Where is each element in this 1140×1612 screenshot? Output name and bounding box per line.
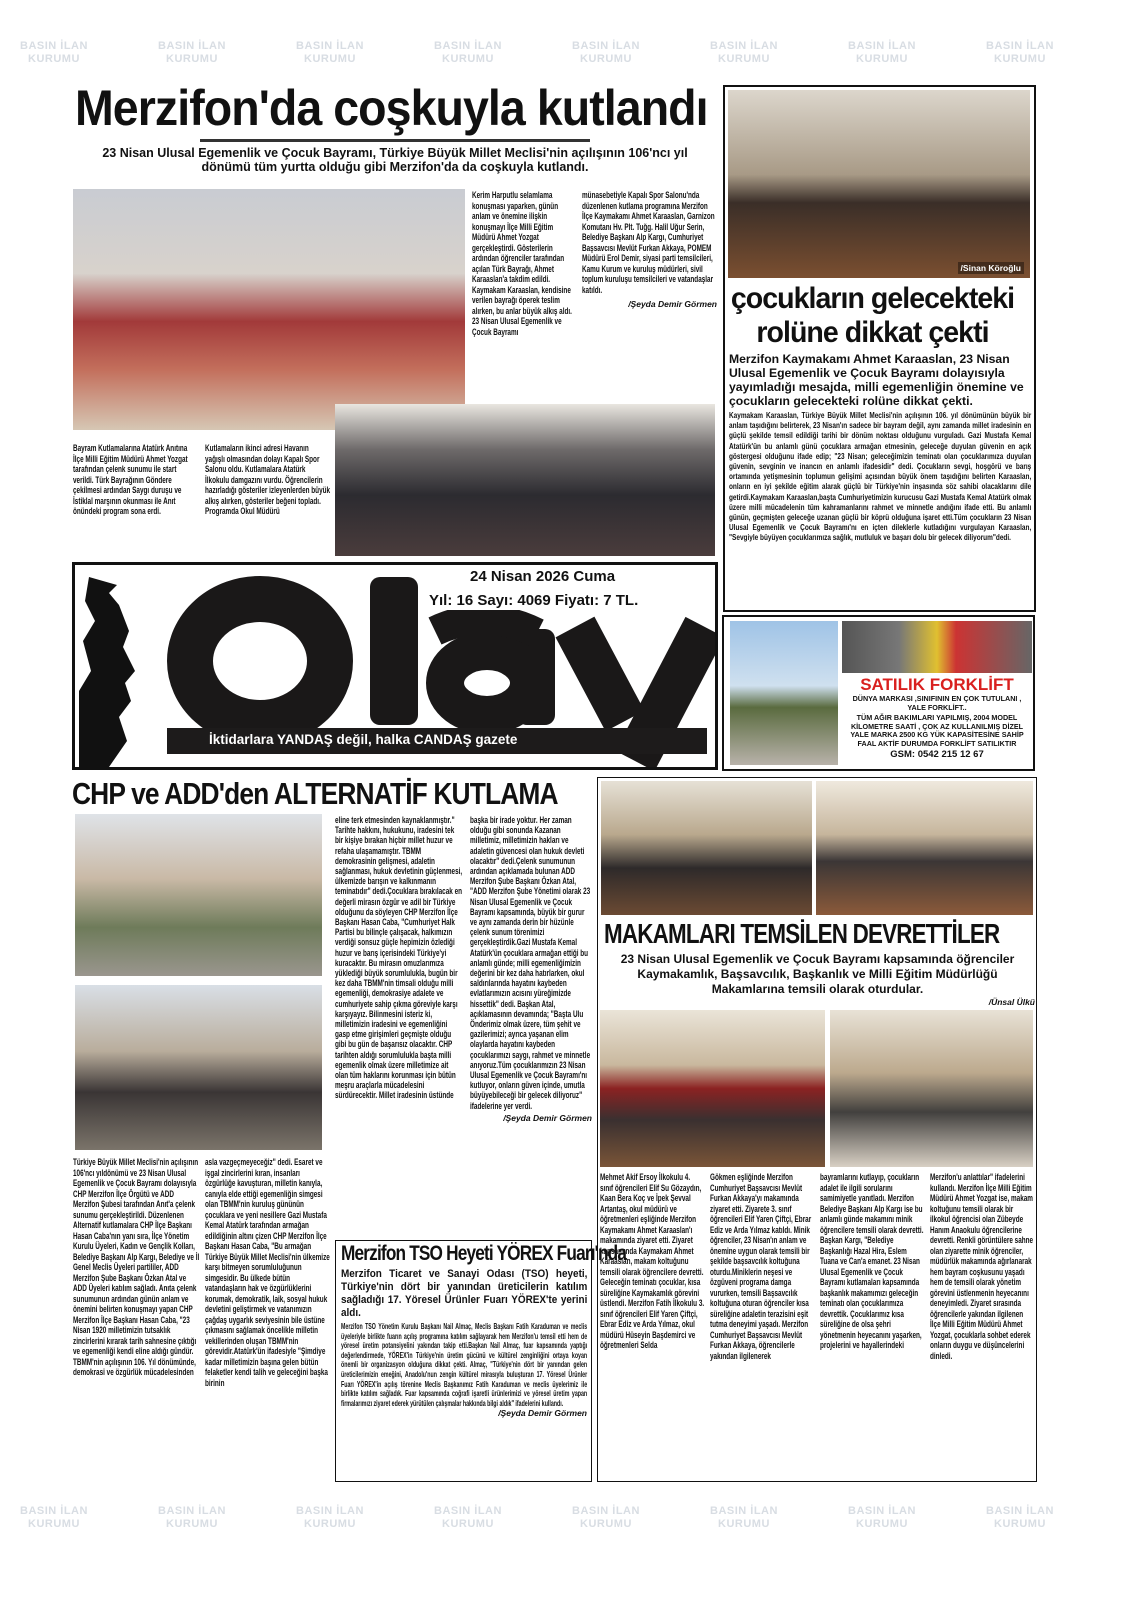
ad-phone: GSM: 0542 215 12 67	[890, 749, 984, 760]
watermark: BASIN İLAN KURUMU	[434, 40, 502, 65]
photo-student-office-3	[600, 1010, 825, 1167]
watermark: BASIN İLAN KURUMU	[434, 1505, 502, 1530]
story3-col2-group	[470, 815, 592, 1123]
photo-student-office-2	[816, 781, 1033, 915]
story5-sub-group	[600, 952, 1035, 1007]
story3-col2: başka bir irade yoktur. Her zaman olduğu gibi sonunda Kazanan milletimiz, milletimizin hakları ve adaletin güvencesi olan hukuk devleti olacaktır" dedi.Çelenk sunumunun ardından açıklamada bulunan ADD Merzifon Şube Başkanı Özkan Atal, "ADD Merzifon Şube Yönetimi olarak 23 Nisan Ulusal Egemenlik ve Çocuk Bayramı kapsamında, büyük bir gurur ve aynı zamanda derin bir hüzünle çelenk sunum törenimizi gerçekleştirdik.Gazi Mustafa Kemal Atatürk'ün çocuklara armağan ettiği bu anlamlı günde; milli egemenliğimizin değerini bir kez daha hatırlarken, okul saldırılarında hayatını kaybeden evlatlarımızın acısını yüreğimizde hissettik" dedi. Başkan Atal, açıklamasının devamında; "Başta Ulu Önderimiz olmak üzere, tüm şehit ve gazilerimizi; ayrıca yaşanan elim olaylarda hayatını kaybeden çocuklarımızı saygı, rahmet ve minnetle anıyoruz.Tüm çocuklarımızın 23 Nisan Ulusal Egemenlik ve Çocuk Bayramı'nı kutluyor, onların güven içinde, umutla büyüyebileceği bir gelecek diliyoruz" ifadelerine yer verdi.	[470, 814, 591, 1111]
headline-rule	[200, 139, 590, 142]
story5-col4: Merzifon'u anlattılar" ifadelerini kullandı. Merzifon İlçe Milli Eğitim Müdürü Ahmet Yozgat ise, makam koltuğunu temsili olarak bir ilkokul öğrencisi olan Zübeyde Hanım Anaokulu öğrencilerine devretti. Renkli görüntülere sahne olan ziyarette minik öğrenciler, müdürlük makamında ağırlanarak hem bayram coşkusunu yaşadı hem de temsili olarak yönetim görevini üstlenmenin heyecanını deneyimledi. Ziyaret sırasında öğrencilerle yakından ilgilenen İlçe Milli Eğitim Müdürü Ahmet Yozgat, çocuklarla sohbet ederek onların duygu ve düşüncelerini dinledi.	[930, 1171, 1034, 1361]
story1-col4: Kutlamaların ikinci adresi Havanın yağışlı olmasından dolayı Kapalı Spor Salonu oldu. Kutlamalara Atatürk İlkokulu damgazını vurdu. Öğrencilerin hazırladığı gösteriler izleyenlerden büyük alkış alırken, gösteriler beğeni topladı. Programda Okul Müdürü	[205, 442, 331, 516]
story2-headline-2: rolüne dikkat çekti	[756, 316, 989, 349]
watermark: BASIN İLAN KURUMU	[572, 1505, 640, 1530]
story3-col3: Türkiye Büyük Millet Meclisi'nin açılışının 106'ncı yıldönümü ve 23 Nisan Ulusal Egemenlik ve Çocuk Bayramı dolayısıyla CHP Merzifon İlçe Örgütü ve ADD Merzifon Şubesi tarafından Anıt'a çelenk sunumu gerçekleştirildi. Düzenlenen Alternatif kutlamalara CHP İlçe Başkanı Hasan Caba'nın yanı sıra, İlçe Yönetim Kurulu Üyeleri, Kadın ve Gençlik Kolları, Belediye Başkanı Alp Kargı, Belediye ve İl Genel Meclis Üyeleri partililer, ADD Merzifon Şube Başkanı Özkan Atal ve ADD Üyeleri katılım sağladı. Anıta çelenk sunumunun ardından günün anlam ve önemini belirten konuşmayı yapan CHP Merzifon İlçe Başkanı Hasan Caba, "23 Nisan 1920 milletimizin tutsaklık zincirlerini kırarak tarih sahnesine çıktığı ve egemenliği kendi eline aldığı gündür. TBMM'nin açılışının 106. Yıl dönümünde, demokrasi ve özgürlük mücadelesinden	[73, 1156, 200, 1377]
photo-credit: /Sinan Köroğlu	[958, 262, 1024, 274]
watermark: BASIN İLAN KURUMU	[572, 40, 640, 65]
photo-audience	[335, 404, 715, 556]
story2-headline-1: çocukların gelecekteki	[730, 282, 1015, 315]
photo-student-office-4	[830, 1010, 1033, 1167]
masthead-slogan-bar	[167, 728, 707, 754]
story1-byline: /Şeyda Demir Görmen	[628, 299, 717, 309]
photo-kaymakam-office	[728, 90, 1030, 278]
watermark: BASIN İLAN KURUMU	[158, 40, 226, 65]
ad-text-group	[842, 675, 1032, 760]
ad-title: SATILIK FORKLİFT	[860, 675, 1014, 694]
photo-forklift-2	[842, 621, 1032, 673]
watermark: BASIN İLAN KURUMU	[20, 1505, 88, 1530]
masthead-slogan: İktidarlara YANDAŞ değil, halka CANDAŞ gazete	[209, 732, 518, 747]
ataturk-silhouette-icon	[79, 571, 167, 767]
photo-chp-monument	[75, 814, 322, 976]
masthead-issue: Yıl: 16 Sayı: 4069 Fiyatı: 7 TL.	[429, 592, 639, 609]
story2-text-group	[729, 352, 1031, 543]
story4-byline: /Şeyda Demir Görmen	[498, 1408, 587, 1419]
story2-body: Kaymakam Karaaslan, Türkiye Büyük Millet Meclisi'nin açılışının 106. yıl dönümünün büyük bir anlam taşıdığını belirterek, 23 Nisan'ın sadece bir bayram değil, aynı zamanda millet iradesinin en güçlü şekilde temsil edildiği tarihi bir dönüm noktası olduğunu vurguladı. Gazi Mustafa Kemal Atatürk'ün bu anlamlı günü çocuklara armağan etmesinin, geleceğe duyulan güvenin en açık göstergesi olduğunu ifade edip; "23 Nisan; geleceğimizin teminatı olan çocuklarımıza duyulan güvenin, sevginin ve inancın en anlamlı ifadesidir" dedi. Çocukların sevgi, hoşgörü ve barış ortamında yetişmesinin toplumun gelişimi açısından büyük önem taşıdığını belirten Karaaslan, onların en iyi şekilde eğitim alarak güçlü bir Türkiye'nin inşasında söz sahibi olacaklarını dile getirdi.Kaymakam Karaaslan,başta Cumhuriyetimizin kurucusu Gazi Mustafa Kemal Atatürk olmak üzere milli mücadelenin tüm kahramanlarını rahmet ve minnetle andığını ifade etti. Bu anlamlı günün, geçmişten geleceğe uzanan güçlü bir köprü olduğuna işaret etti.Tüm çocukların 23 Nisan Ulusal Egemenlik ve Çocuk Bayramı'nı en içten dileklerle kutladığını vurgulayan Karaaslan, "Sevgiyle büyüyen çocuklarımıza sağlık, mutluluk ve başarı dolu bir gelecek diliyorum"dedi.	[729, 410, 1032, 543]
photo-chp-wreath	[75, 985, 322, 1150]
story3-headline: CHP ve ADD'den ALTERNATİF KUTLAMA	[72, 776, 558, 811]
story1-col2-group	[582, 190, 717, 309]
watermark: BASIN İLAN KURUMU	[20, 40, 88, 65]
story5-headline: MAKAMLARI TEMSİLEN DEVRETTİLER	[604, 918, 1000, 949]
ad-line1: DÜNYA MARKASI ,SINIFININ EN ÇOK TUTULANI , YALE FORKLİFT..	[852, 694, 1022, 712]
story2-lead: Merzifon Kaymakamı Ahmet Karaaslan, 23 Nisan Ulusal Egemenlik ve Çocuk Bayramı dolayısıyla yayımladığı mesajda, milli egemenliğin önemine ve çocukların gelecekteki rolüne dikkat çekti.	[729, 352, 1024, 408]
story3-col4: asla vazgeçmeyeceğiz" dedi. Esaret ve işgal zincirlerini kıran, insanları özgürlüğe kavuşturan, milletin kanıyla, canıyla elde ettiği egemenliğin simgesi olan TBMM'nin kuruluş gününün çocuklara ve yeni nesillere Gazi Mustafa Kemal Atatürk tarafından armağan edildiğinin altını çizen CHP Merzifon İlçe Başkanı Hasan Caba, "Bu armağan Türkiye Büyük Millet Meclisi'nin ülkemize karşı bitmeyen sorumluluğunun simgesidir. Bu ülkede bütün vatandaşların hak ve özgürlüklerini korumak, demokratik, laik, sosyal hukuk devletini geliştirmek ve vatanımızın çağdaş uygarlık seviyesinin bile üstüne çıkmasını sağlamak öncelikle milletin vekillerinden oluşan TBMM'nin görevidir.Atatürk'ün ifadesiyle "Şimdiye kadar milletimizin başına gelen bütün felaketler kendi talih ve geleceğini başka birinin	[205, 1156, 330, 1388]
masthead	[72, 562, 718, 770]
photo-folk-dance	[73, 189, 465, 430]
story1-col2: münasebetiyle Kapalı Spor Salonu'nda düzenlenen kutlama programına Merzifon İlçe Kaymakamı Ahmet Karaaslan, Garnizon Komutanı Hv. Plt. Tuğg. Halil Uğur Serin, Belediye Başkanı Alp Kargı, Cumhuriyet Başsavcısı Mevlüt Furkan Akkaya, POMEM Müdürü Erol Demir, siyasi parti temsilcileri, Kamu Kurum ve kuruluş müdürleri, sivil toplum kuruluşu temsilcileri ve vatandaşlar katıldı.	[582, 189, 715, 295]
story5-col3: bayramlarını kutlayıp, çocukların adalet ile ilgili sorularını samimiyetle yanıtladı. Merzifon Belediye Başkanı Alp Kargı ise bu anlamlı günde makamını minik öğrencilere temsili olarak devretti. Başkan Kargı, "Belediye Başkanlığı Hazal Hira, Eslem Tuana ve Can'a emanet. 23 Nisan Ulusal Egemenlik ve Çocuk Bayramı kutlamaları kapsamında başkanlık makamımızı geleceğin teminatı olan çocuklarımıza devrettik. Çocuklarımız kısa süreliğine de olsa şehri yönetmenin heyecanını yaşarken, projelerini ve hayallerindeki	[820, 1171, 924, 1350]
photo-student-office-1	[601, 781, 812, 915]
story5-col2: Gökmen eşliğinde Merzifon Cumhuriyet Başsavcısı Mevlüt Furkan Akkaya'yı makamında ziyaret etti. Ziyarete 3. sınıf öğrencileri Elif Yaren Çiftçi, Ebrar Ediz ve Arda Yılmaz katıldı. Minik öğrenciler, 23 Nisan'ın anlam ve önemine uygun olarak temsili bir şekilde başsavcılık koltuğuna oturdu.Miniklerin neşesi ve özgüveni programa damga vururken, temsili Başsavcılık koltuğuna oturan öğrenciler kısa süreliğine adaletin terazisini eşit tutma deneyimi yaşadı. Merzifon Cumhuriyet Başsavcısı Mevlüt Furkan Akkaya, öğrencilerle yakından ilgilenerek	[710, 1171, 812, 1361]
headline-merzifon: Merzifon'da coşkuyla kutlandı	[75, 80, 708, 136]
watermark: BASIN İLAN KURUMU	[710, 1505, 778, 1530]
story3-col1: eline terk etmesinden kaynaklanmıştır." Tarihte hakkını, hukukunu, iradesini tek bir kişiye bırakan hiçbir millet huzur ve refaha ulaşamamıştır. TBMM demokrasinin gelişmesi, adaletin sağlanması, hukuk devletinin güçlenmesi, ülkemizde barışın ve kalkınmanın teminatıdır" dedi.Çocuklara bırakılacak en değerli mirasın özgür ve adil bir Türkiye olduğunu da söyleyen CHP Merzifon İlçe Başkanı Hasan Caba, "Cumhuriyet Halk Partisi bu bilinçle çalışacak, halkımızın verdiği sonsuz güçle hepimizin özlediği huzur ve barış içerisindeki Türkiye'yi kuracaktır. Bu mirasın omuzlarımıza yüklediği büyük sorumlulukla, bugün bir kez daha TBMM'nin timsali olduğu milli egemenliği, demokrasiye adalete ve cumhuriyete sahip çıkma göreviyle karşı karşıyayız. Bilinmesini isteriz ki, milletimizin iradesini ve egemenliğini gasp etme girişimleri geçmişte olduğu gibi bu gün de başarısız olacaktır. CHP tarihten aldığı sorumlulukla başta milli egemenlik olmak üzere milletimize ait olan tüm haklarını korunması için bütün meşru araçlarla mücadelesini sürdürecektir. Millet iradesinin üstünde	[335, 814, 463, 1101]
story1-col3: Bayram Kutlamalarına Atatürk Anıtına İlçe Milli Eğitim Müdürü Ahmet Yozgat tarafından çelenk sunumu ile start verildi. Türk Bayrağının Göndere çekilmesi ardından Saygı duruşu ve İstiklal marşının okunması ile Anıt önündeki program sona erdi.	[73, 442, 188, 516]
story5-col1: Mehmet Akif Ersoy İlkokulu 4. sınıf öğrencileri Elif Su Gözaydın, Kaan Bera Koç ve İpek Şevval Artantaş, okul müdürü ve öğretmenleri eşliğinde Merzifon Kaymakamı Ahmet Karaaslan'ı makamında ziyaret etti. Ziyaret kapsamında Kaymakam Ahmet Karaaslan, makam koltuğunu temsili olarak öğrencilere devretti. Geleceğin teminatı çocuklar, kısa süreliğine Kaymakamlık görevini üstlendi. Merzifon Fatih İlkokulu 3. sınıf öğrencileri Elif Yaren Çiftçi, Ebrar Ediz ve Arda Yılmaz, okul müdürü Hüseyin Başdemirci ve öğretmenleri Selda	[600, 1171, 705, 1350]
photo-forklift-1	[730, 621, 838, 765]
watermark: BASIN İLAN KURUMU	[158, 1505, 226, 1530]
story4-headline: Merzifon TSO Heyeti YÖREX Fuarı'nda	[341, 1242, 627, 1265]
watermark: BASIN İLAN KURUMU	[986, 40, 1054, 65]
watermark: BASIN İLAN KURUMU	[710, 40, 778, 65]
masthead-date: 24 Nisan 2026 Cuma	[470, 568, 616, 585]
story4-group	[341, 1242, 627, 1419]
story5-byline: /Ünsal Ülkü	[988, 997, 1035, 1007]
story4-body: Merzifon TSO Yönetim Kurulu Başkanı Nail Almaç, Meclis Başkanı Fatih Karaduman ve meclis üyeleriyle birlikte fuarın açılış programına katılım sağlayarak hem Merzifon'u temsil etti hem de yöresel üretim potansiyelini yakından takip etti.Başkan Nail Almaç, fuar kapsamında yaptığı değerlendirmede, YÖREX'in Türkiye'nin üretim gücünü ve kültürel zenginliğini ortaya koyan önemli bir organizasyon olduğuna dikkat çekti. Almaç, "Türkiye'nin dört bir yanından gelen üreticilerimizin emeğini, Anadolu'nun zengin kültürel mirasıyla buluşturan 17. Yöresel Ürünler Fuarı YÖREX'in açılış törenine Meclis Başkanımız Fatih Karaduman ve meclis üyelerimiz ile birlikte katılım sağladık. Fuar kapsamında coğrafi işaretli ürünlerimizi ve yöresel üretim yapan firmalarımızı ziyaret ederek yürütülen çalışmalar hakkında bilgi aldık" ifadelerini kullandı.	[341, 1321, 588, 1408]
watermark: BASIN İLAN KURUMU	[848, 1505, 916, 1530]
story1-subhead: 23 Nisan Ulusal Egemenlik ve Çocuk Bayramı, Türkiye Büyük Millet Meclisi'nin açılışının 106'ncı yıl dönümü tüm yurtta olduğu gibi Merzifon'da da coşkuyla kutlandı.	[102, 146, 688, 174]
story4-lead: Merzifon Ticaret ve Sanayi Odası (TSO) heyeti, Türkiye'nin dört bir yanından üreticilerin katılım sağladığı 17. Yöresel Ürünler Fuarı YÖREX'te yerini aldı.	[341, 1268, 588, 1319]
watermark: BASIN İLAN KURUMU	[296, 1505, 364, 1530]
watermark: BASIN İLAN KURUMU	[986, 1505, 1054, 1530]
story5-subhead: 23 Nisan Ulusal Egemenlik ve Çocuk Bayramı kapsamında öğrenciler Kaymakamlık, Başsavcılık, Başkanlık ve Milli Eğitim Müdürlüğü Makamlarına temsili olarak oturdular.	[620, 952, 1015, 996]
story1-col1: Kerim Harputlu selamlama konuşması yaparken, günün anlam ve önemine ilişkin konuşmayı İlçe Milli Eğitim Müdürü Ahmet Yozgat gerçekleştirdi. Gösterilerin ardından öğrenciler tarafından açılan Türk Bayrağı, Ahmet Karaaslan'a takdim edildi. Kaymakam Karaaslan, kendisine verilen bayrağı öperek teslim alırken, bu anlar büyük alkış aldı. 23 Nisan Ulusal Egemenlik ve Çocuk Bayramı	[472, 189, 572, 337]
story3-byline: /Şeyda Demir Görmen	[503, 1112, 592, 1123]
ad-line2: TÜM AĞIR BAKIMLARI YAPILMIŞ, 2004 MODEL KİLOMETRE SAATİ , ÇOK AZ KULLANILMIŞ DİZEL YALE MARKA 2500 KG YÜK KAPASİTESİNE SAHİP FAAL AKTİF DURUMDA FORKLİFT SATILIKTIR	[850, 713, 1024, 748]
forklift-ad	[722, 615, 1035, 771]
watermark: BASIN İLAN KURUMU	[848, 40, 916, 65]
watermark: BASIN İLAN KURUMU	[296, 40, 364, 65]
